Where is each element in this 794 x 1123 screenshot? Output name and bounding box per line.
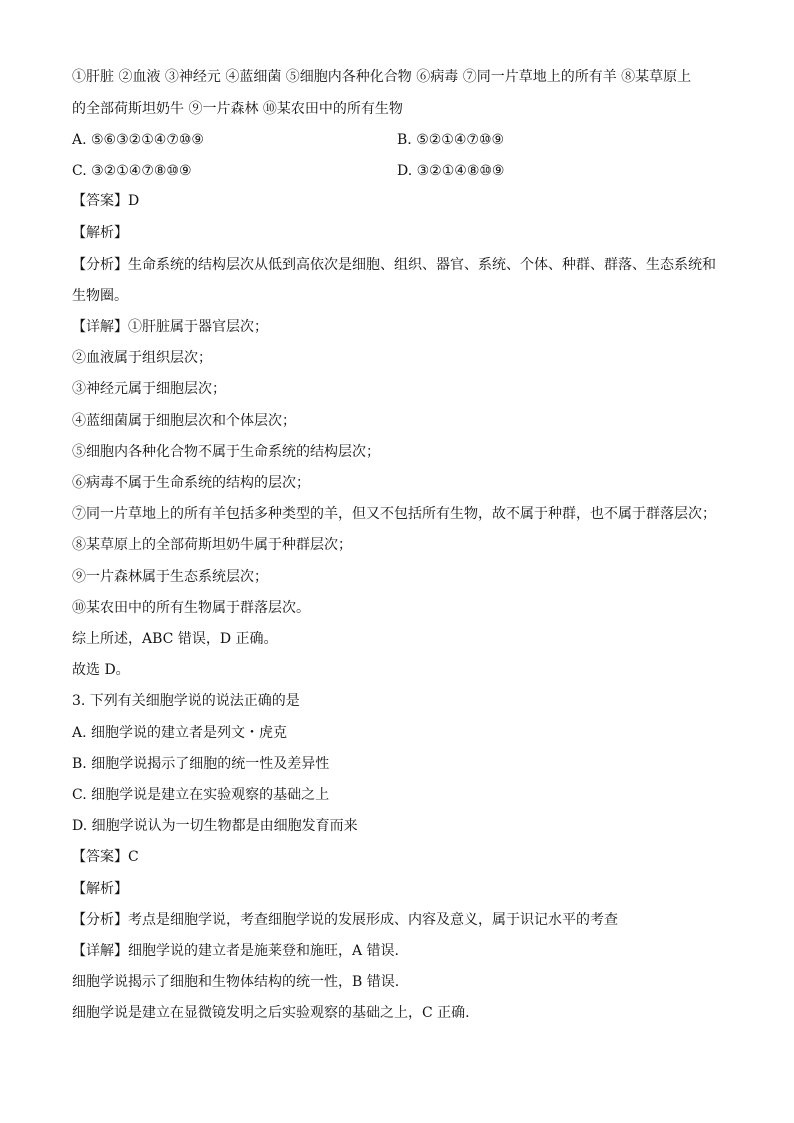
q2-stem-line-2: 的全部荷斯坦奶牛 ⑨一片森林 ⑩某农田中的所有生物 xyxy=(72,101,403,117)
q2-analysis-heading: 【解析】 xyxy=(72,225,128,241)
q2-detail-line: 【详解】①肝脏属于器官层次； xyxy=(72,319,268,335)
q3-option-b: B. 细胞学说揭示了细胞的统一性及差异性 xyxy=(72,756,330,772)
q3-option-a: A. 细胞学说的建立者是列文・虎克 xyxy=(72,725,288,741)
q3-answer: 【答案】C xyxy=(72,849,139,865)
q2-detail-line: ⑥病毒不属于生命系统的结构的层次； xyxy=(72,475,310,491)
q3-option-c: C. 细胞学说是建立在实验观察的基础之上 xyxy=(72,787,330,803)
q3-stem: 3. 下列有关细胞学说的说法正确的是 xyxy=(72,693,300,709)
q2-option-a: A. ⑤⑥③②①④⑦⑩⑨ xyxy=(72,132,204,148)
q2-stem-line-1: ①肝脏 ②血液 ③神经元 ④蓝细菌 ⑤细胞内各种化合物 ⑥病毒 ⑦同一片草地上的所有羊 ⑧某草原上 xyxy=(72,69,692,85)
q3-option-d: D. 细胞学说认为一切生物都是由细胞发育而来 xyxy=(72,818,358,834)
q2-detail-line: ⑨一片森林属于生态系统层次； xyxy=(72,569,268,585)
q3-detail-line: 细胞学说是建立在显微镜发明之后实验观察的基础之上，C 正确. xyxy=(72,1005,470,1021)
q2-detail-line: 综上所述，ABC 错误，D 正确。 xyxy=(72,631,278,647)
q2-detail-line: ⑦同一片草地上的所有羊包括多种类型的羊，但又不包括所有生物，故不属于种群，也不属于群落层次； xyxy=(72,506,716,522)
q2-detail-line: ③神经元属于细胞层次； xyxy=(72,381,226,397)
q2-detail-line: ⑤细胞内各种化合物不属于生命系统的结构层次； xyxy=(72,444,380,460)
q3-analysis-line: 【分析】考点是细胞学说，考查细胞学说的发展形成、内容及意义，属于识记水平的考查 xyxy=(72,912,618,928)
q3-analysis-heading: 【解析】 xyxy=(72,881,128,897)
q2-detail-line: ②血液属于组织层次； xyxy=(72,350,212,366)
q2-option-d: D. ③②①④⑧⑩⑨ xyxy=(397,163,505,179)
q2-answer: 【答案】D xyxy=(72,193,140,209)
q2-analysis-line-1: 【分析】生命系统的结构层次从低到高依次是细胞、组织、器官、系统、个体、种群、群落、生态系统和 xyxy=(72,257,716,273)
q2-detail-line: ⑧某草原上的全部荷斯坦奶牛属于种群层次； xyxy=(72,537,352,553)
q2-detail-line: 故选 D。 xyxy=(72,662,130,678)
q2-option-b: B. ⑤②①④⑦⑩⑨ xyxy=(397,132,505,148)
q2-detail-line: ④蓝细菌属于细胞层次和个体层次； xyxy=(72,413,296,429)
q3-detail-line: 【详解】细胞学说的建立者是施莱登和施旺，A 错误. xyxy=(72,943,400,959)
q3-detail-line: 细胞学说揭示了细胞和生物体结构的统一性，B 错误. xyxy=(72,974,400,990)
q2-detail-line: ⑩某农田中的所有生物属于群落层次。 xyxy=(72,600,310,616)
q2-option-c: C. ③②①④⑦⑧⑩⑨ xyxy=(72,163,192,179)
q2-analysis-line-2: 生物圈。 xyxy=(72,288,128,304)
